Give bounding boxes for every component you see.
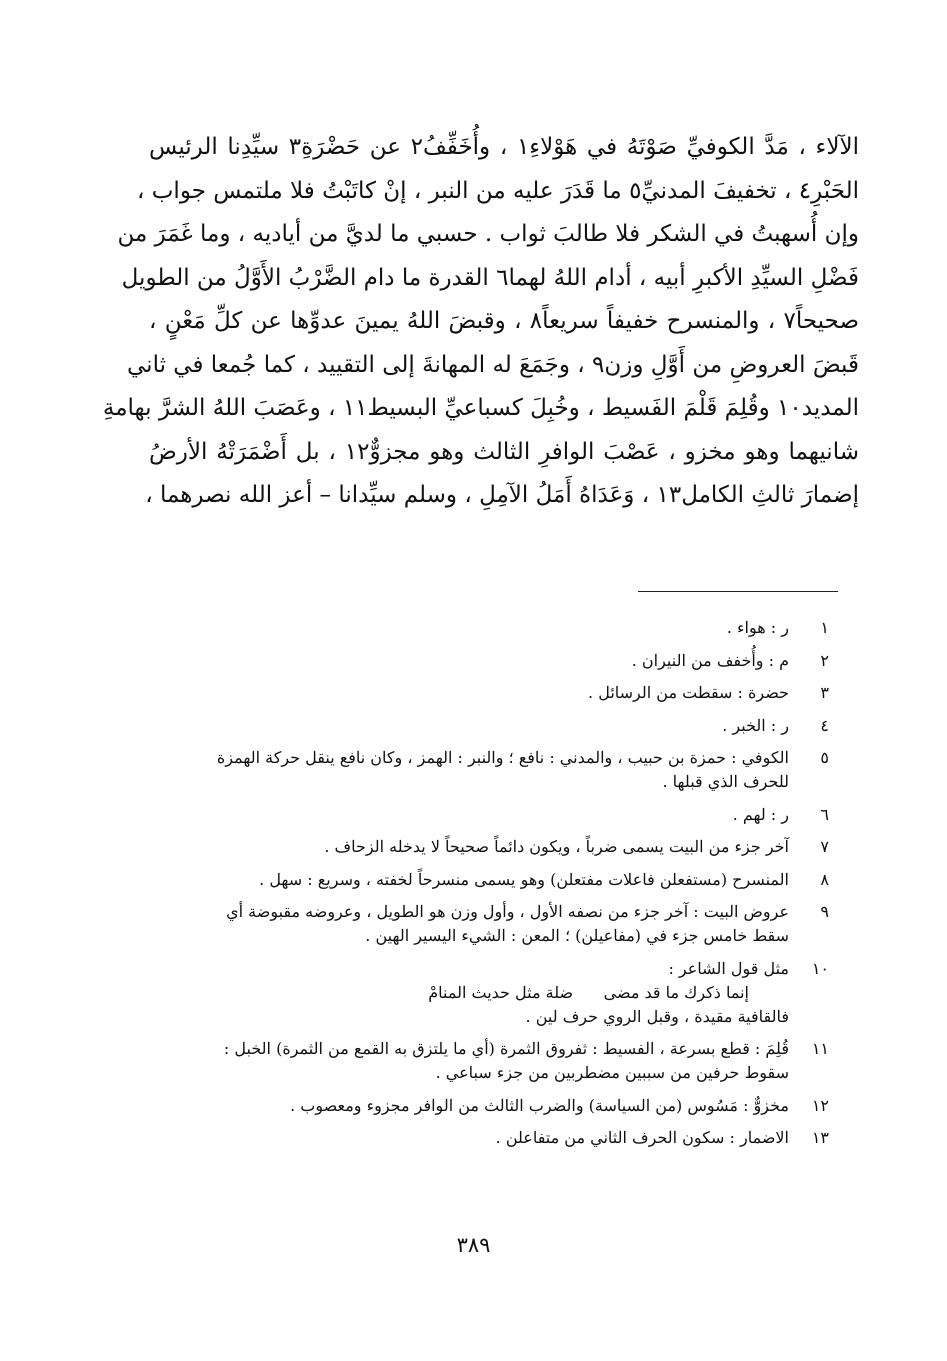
footnote bbox=[129, 868, 829, 892]
body-line: وإن أُسهبتُ في الشكر فلا طالبَ ثواب . حسبي ما لديَّ من أياديه ، وما غَمَرَ من bbox=[117, 221, 859, 247]
body-line: صحيحاً٧ ، والمنسرح خفيفاً سريعاً٨ ، وقبضَ اللهُ يمينَ عدوِّها عن كلِّ مَعْنٍ ، bbox=[149, 308, 859, 334]
footnote bbox=[129, 681, 829, 705]
footnote bbox=[129, 649, 829, 673]
footnote-text: فالقافية مقيدة ، وقبل الروي حرف لين . bbox=[525, 1006, 789, 1026]
footnote bbox=[129, 1094, 829, 1118]
body-line: فَضْلِ السيِّدِ الأكبرِ أبيه ، أدام اللهُ لهما٦ القدرة ما دام الضَّرْبُ الأَوَّلُ من الطويل bbox=[121, 264, 859, 291]
footnote-text: الاضمار : سكون الحرف الثاني من متفاعلن . bbox=[495, 1128, 789, 1147]
footnote-text: آخر جزء من البيت يسمى ضرباً ، ويكون دائماً صحيحاً لا يدخله الزحاف . bbox=[324, 837, 789, 856]
footnote-number: ٣ bbox=[820, 683, 829, 702]
footnote-number: ١٣ bbox=[811, 1128, 829, 1147]
footnote-text: سقوط حرفين من سببين مضطربين من جزء سباعي . bbox=[435, 1063, 789, 1082]
footnote-divider bbox=[638, 591, 838, 592]
footnote-text: ر : الخبر . bbox=[722, 715, 789, 735]
footnote-number: ١٠ bbox=[811, 958, 829, 978]
footnote-number: ٤ bbox=[820, 715, 829, 735]
footnote-number: ٥ bbox=[820, 748, 829, 767]
footnotes bbox=[129, 616, 829, 1159]
footnote-number: ١ bbox=[820, 618, 829, 637]
footnote-number: ٩ bbox=[820, 902, 829, 921]
footnote-text: ر : لهم . bbox=[732, 804, 789, 824]
body-line: إضمارَ ثالثِ الكامل١٣ ، وَعَدَاهُ أَمَلُ الآمِلِ ، وسلم سيِّدانا – أعز الله نصرهما ، bbox=[145, 482, 859, 508]
footnote-text: مخزوٌّ : مَسُوس (من السياسة) والضرب الثالث من الوافر مجزوء ومعصوب . bbox=[290, 1095, 789, 1115]
footnote-text: للحرف الذي قبلها . bbox=[662, 772, 789, 791]
footnote bbox=[129, 746, 829, 794]
footnote-text: الكوفي : حمزة بن حبيب ، والمدني : نافع ؛ والنبر : الهمز ، وكان نافع ينقل حركة الهمزة bbox=[216, 748, 789, 767]
body-line: الآلاء ، مَدَّ الكوفيِّ صَوْتَهُ في هَوْلاءِ١ ، وأُخَفِّفُ٢ عن حَضْرَةِ٣ سيِّدِنا الرئيس bbox=[149, 134, 859, 160]
footnote-number: ١٢ bbox=[811, 1095, 829, 1115]
footnote-text: عروض البيت : آخر جزء من نصفه الأول ، وأول وزن هو الطويل ، وعروضه مقبوضة أي bbox=[226, 902, 789, 921]
footnote-number: ١١ bbox=[811, 1039, 829, 1058]
body-line: المديد١٠ وقُلِمَ قَلْمَ الفَسيط ، وخُبِلَ كسباعيِّ البسيط١١ ، وعَصَبَ اللهُ الشرَّ بهامةِ bbox=[102, 395, 859, 421]
footnote-text: قُلِمَ : قطع بسرعة ، الفسيط : ثفروق الثمرة (أي ما يلتزق به القمع من الثمرة) الخبل : bbox=[223, 1039, 789, 1058]
footnote-number: ٨ bbox=[820, 869, 829, 889]
footnote-text: م : وأُخفف من النيران . bbox=[631, 650, 789, 670]
footnote-text: مثل قول الشاعر : bbox=[668, 958, 789, 978]
body-line: شانيهما وهو مخزو ، عَصْبَ الوافرِ الثالث وهو مجزوٌّ١٢ ، بل أَضْمَرَتْهُ الأرضُ bbox=[149, 438, 859, 465]
footnote-text: المنسرح (مستفعلن فاعلات مفتعلن) وهو يسمى منسرحاً لخفته ، وسريع : سهل . bbox=[259, 869, 789, 889]
footnote bbox=[129, 616, 829, 640]
page-number: ٣٨٩ bbox=[456, 1233, 491, 1257]
main-text bbox=[102, 126, 859, 518]
footnote bbox=[129, 803, 829, 827]
footnote bbox=[129, 1126, 829, 1150]
footnote-text: سقط خامس جزء في (مفاعيلن) ؛ المعن : الشيء اليسير الهين . bbox=[365, 926, 789, 945]
body-line: الحَبْرِ٤ ، تخفيفَ المدنيِّ٥ ما قَدَرَ عليه من النبر ، إنْ كاتَبْتُ فلا ملتمس جواب ، bbox=[137, 177, 859, 204]
footnote-number: ٦ bbox=[820, 804, 829, 824]
footnote bbox=[129, 714, 829, 738]
footnote-verse: إنما ذكرك ما قد مضى ضلة مثل حديث المنامْ bbox=[428, 982, 749, 1002]
footnote-text: ر : هواء . bbox=[726, 618, 789, 637]
footnote-number: ٢ bbox=[820, 650, 829, 670]
footnote bbox=[129, 1037, 829, 1085]
footnote bbox=[129, 835, 829, 859]
footnote bbox=[129, 900, 829, 948]
footnote bbox=[129, 957, 829, 1029]
footnote-text: حضرة : سقطت من الرسائل . bbox=[588, 683, 789, 702]
footnote-number: ٧ bbox=[820, 837, 829, 856]
body-line: قَبضَ العروضِ من أَوَّلِ وزن٩ ، وجَمَعَ له المهانةَ إلى التقييد ، كما جُمعا في ثاني bbox=[127, 351, 859, 378]
